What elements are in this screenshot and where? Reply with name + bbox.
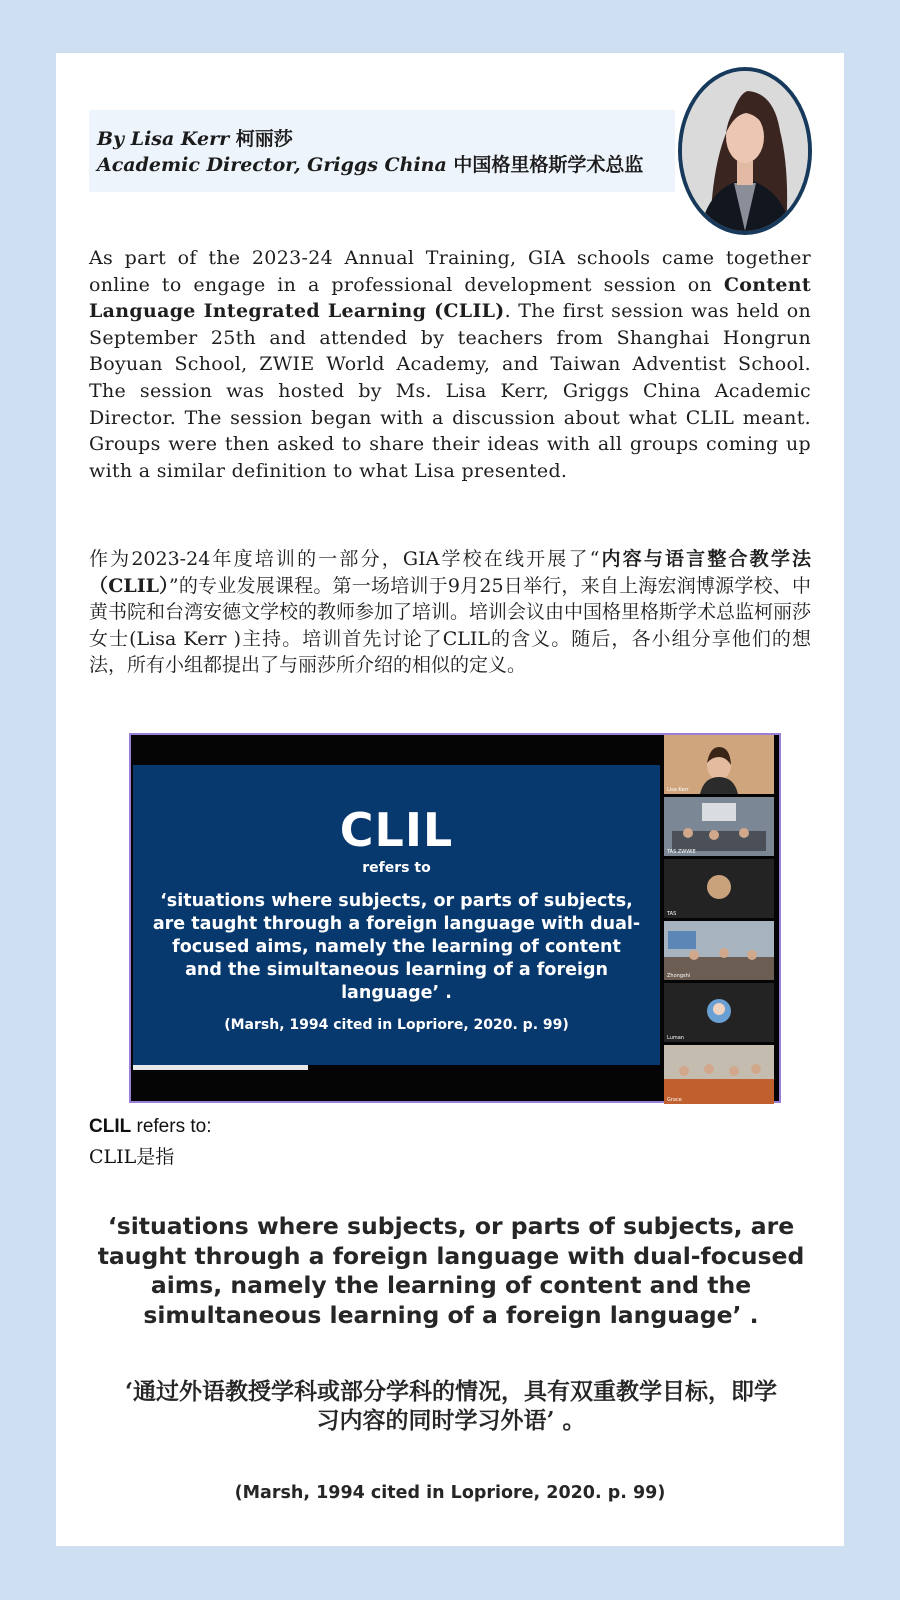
slide-citation: (Marsh, 1994 cited in Lopriore, 2020. p. 99) <box>224 1017 569 1033</box>
participant-tile <box>664 735 774 794</box>
participant-name: Luman <box>667 1035 684 1041</box>
byline-title <box>97 150 643 177</box>
byline <box>89 110 675 192</box>
participant-name: TAS <box>667 911 677 917</box>
byline-author <box>97 124 293 151</box>
participant-name: Zhongshi <box>667 973 691 979</box>
slide-quote: ‘situations where subjects, or parts of subjects, are taught through a foreign language with dual-focused aims, namely the learning of content and the simultaneous learning of a foreign language’ . <box>152 891 641 1003</box>
intro-paragraph-zh: 作为2023-24年度培训的一部分，GIA学校在线开展了“内容与语言整合教学法（CLIL）”的专业发展课程。第一场培训于9月25日举行，来自上海宏润博源学校、中黄书院和台湾安德文学校的教师参加了培训。培训会议由中国格里格斯学术总监柯丽莎女士(Lisa Kerr )主持。培训首先讨论了CLIL的含义。随后，各小组分享他们的想法，所有小组都提出了与丽莎所介绍的相似的定义。 <box>89 548 812 676</box>
participant-video <box>664 1045 774 1104</box>
slide-title: CLIL <box>339 803 454 857</box>
clil-term-zh: 内容与语言整合教学法（CLIL） <box>89 548 811 597</box>
participant-tile <box>664 1045 774 1104</box>
participant-avatar <box>664 859 774 918</box>
author-name-zh: 柯丽莎 <box>235 128 293 150</box>
participant-video <box>664 735 774 794</box>
participant-tile <box>664 859 774 918</box>
portrait-image <box>682 71 808 231</box>
definition-quote-zh: ‘通过外语教授学科或部分学科的情况，具有双重教学目标，即学习内容的同时学习外语’ 。 <box>124 1378 777 1434</box>
definition-citation: (Marsh, 1994 cited in Lopriore, 2020. p. 99) <box>234 1483 666 1503</box>
meeting-screenshot <box>129 733 781 1103</box>
shared-slide <box>133 765 660 1065</box>
article-card <box>56 53 844 1546</box>
definition-label-zh: CLIL是指 <box>89 1146 175 1168</box>
participant-avatar <box>664 983 774 1042</box>
slide-progress-bar <box>133 1065 308 1070</box>
participant-video <box>664 921 774 980</box>
participant-tile <box>664 983 774 1042</box>
slide-subtitle: refers to <box>362 860 431 876</box>
definition-quote-en: ‘situations where subjects, or parts of subjects, are taught through a foreign language with dual-focused aims, namely the learning of content and the simultaneous learning of a foreign language’ . <box>97 1212 805 1329</box>
participant-video <box>664 797 774 856</box>
author-name-en: By Lisa Kerr <box>97 128 230 150</box>
author-portrait <box>678 67 812 235</box>
author-title-en: Academic Director, Griggs China <box>97 154 447 176</box>
participant-tiles <box>662 735 779 1101</box>
participant-name: Lisa Kerr <box>667 787 689 793</box>
clil-term-en: Content Language Integrated Learning (CLIL) <box>89 273 811 323</box>
intro-paragraph-en: As part of the 2023-24 Annual Training, GIA schools came together online to engage in a professional development session on Content Language Integrated Learning (CLIL). The first session was held on September 25th and attended by teachers from Shanghai Hongrun Boyuan School, ZWIE World Academy, and Taiwan Adventist School. The session was hosted by Ms. Lisa Kerr, Griggs China Academic Director. The session began with a discussion about what CLIL meant. Groups were then asked to share their ideas with all groups coming up with a similar definition to what Lisa presented. <box>89 247 812 482</box>
participant-tile <box>664 921 774 980</box>
participant-tile <box>664 797 774 856</box>
definition-label: CLIL refers to: <box>89 1116 212 1137</box>
participant-name: TAS ZWWIE <box>667 849 696 855</box>
participant-name: Grace <box>667 1097 682 1103</box>
author-title-zh: 中国格里格斯学术总监 <box>453 154 644 176</box>
